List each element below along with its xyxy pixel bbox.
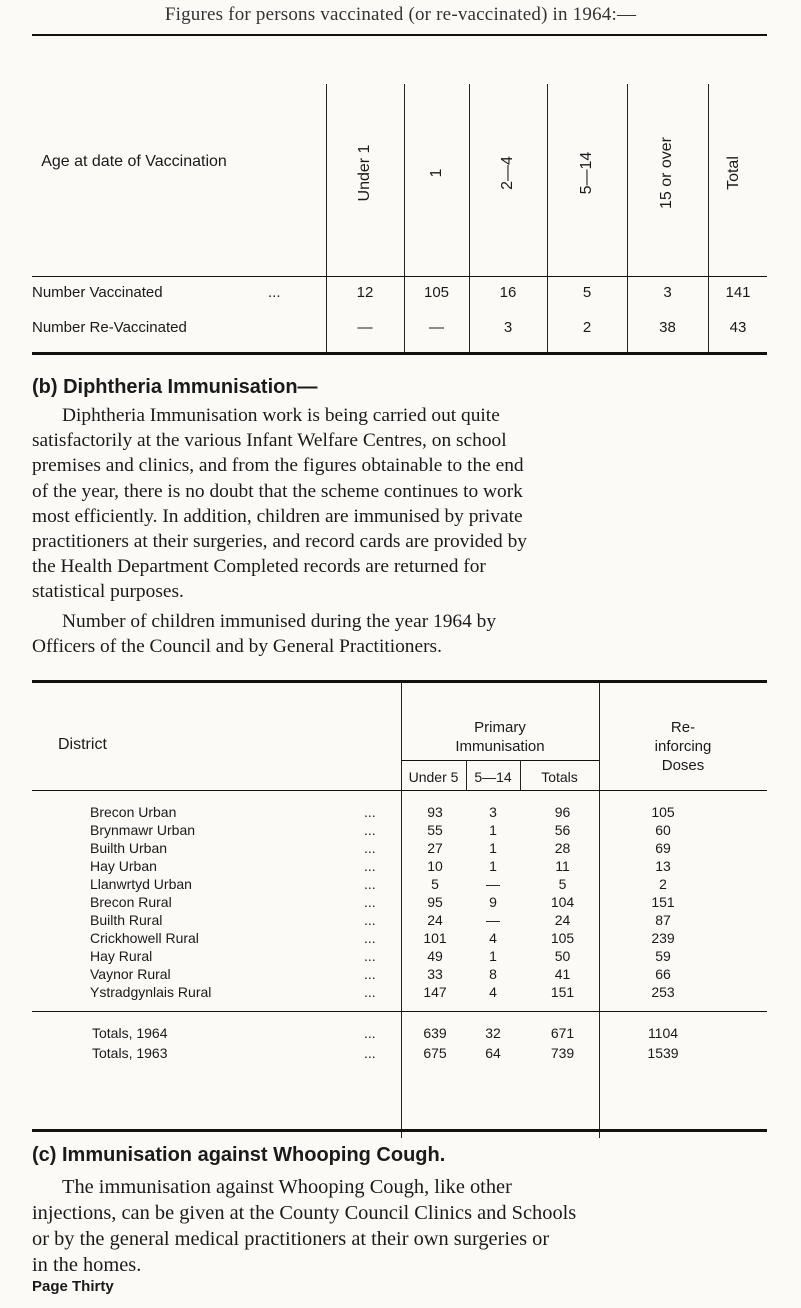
table-row — [0, 930, 801, 947]
cell-5-14: — — [486, 876, 500, 892]
cell-under5: 5 — [431, 876, 439, 892]
cell-totals: 5 — [558, 876, 567, 892]
cell-under5: 147 — [423, 984, 447, 1000]
district-name: Llanwrtyd Urban — [90, 876, 192, 892]
cell-totals: 56 — [554, 822, 571, 838]
cell-reinforcing: 69 — [655, 840, 671, 856]
row-dots: ... — [364, 966, 376, 982]
text-line: satisfactorily at the various Infant Welfare Centres, on school — [32, 430, 507, 452]
cell: 5 — [582, 284, 592, 301]
text-line: The immunisation against Whooping Cough, like other — [62, 1176, 512, 1198]
reinforcing-header — [599, 718, 767, 775]
table-row — [0, 858, 801, 875]
cell-5-14: 3 — [489, 804, 497, 820]
row-dots: ... — [364, 984, 376, 1000]
district-name: Vaynor Rural — [90, 966, 171, 982]
cell-reinforcing: 59 — [655, 948, 671, 964]
row-dots: ... — [364, 1045, 376, 1061]
primary-sub-rule — [401, 760, 599, 761]
cell-totals: 151 — [550, 984, 575, 1000]
cell-totals: 50 — [554, 948, 571, 964]
cell-under5: 27 — [427, 840, 443, 856]
section-b-intro — [32, 609, 772, 659]
cell-reinforcing: 105 — [651, 804, 675, 820]
district-name: Hay Urban — [90, 858, 157, 874]
row-label: Number Vaccinated — [32, 284, 163, 301]
district-name: Crickhowell Rural — [90, 930, 199, 946]
col-divider — [708, 84, 709, 354]
col-header: 2—4 — [499, 156, 516, 190]
reinforcing-header-line: Doses — [661, 757, 705, 774]
section-c-heading: (c) Immunisation against Whooping Cough. — [32, 1144, 446, 1166]
section-b-heading: (b) Diphtheria Immunisation— — [32, 376, 318, 398]
age-header-text: Age at date of Vaccination — [41, 153, 227, 170]
district-name: Hay Rural — [90, 948, 153, 964]
cell-totals: 41 — [554, 966, 571, 982]
cell-totals: 105 — [550, 930, 575, 946]
text-line: Number of children immunised during the year 1964 by — [62, 611, 497, 632]
text-line: statistical purposes. — [32, 581, 184, 603]
cell-reinforcing: 253 — [651, 984, 675, 1000]
immunisation-table — [0, 680, 801, 1140]
page-footer: Page Thirty — [32, 1278, 114, 1295]
cell-under5: 24 — [427, 912, 443, 928]
table-row — [0, 822, 801, 839]
table-row — [0, 984, 801, 1001]
cell-reinforcing: 1539 — [647, 1045, 679, 1061]
cell-5-14: 4 — [489, 984, 497, 1000]
text-line: in the homes. — [32, 1254, 142, 1276]
row-dots: ... — [364, 858, 376, 874]
cell-under5: 95 — [427, 894, 443, 910]
cell-5-14: 9 — [489, 894, 497, 910]
row-dots: ... — [364, 930, 376, 946]
cell-reinforcing: 66 — [655, 966, 671, 982]
table-rule — [32, 276, 767, 277]
row-dots: ... — [364, 1025, 376, 1041]
cell-5-14: — — [486, 912, 500, 928]
totals-row — [0, 1045, 801, 1062]
cell-reinforcing: 1104 — [647, 1025, 679, 1041]
cell: 43 — [729, 319, 747, 336]
cell: 105 — [423, 284, 450, 301]
cell-reinforcing: 13 — [655, 858, 671, 874]
cell-5-14: 4 — [489, 930, 497, 946]
cell: 3 — [663, 284, 672, 301]
sub-header-totals: Totals — [541, 769, 578, 785]
row-dots: ... — [364, 912, 376, 928]
cell-reinforcing: 2 — [659, 876, 667, 892]
district-name: Brynmawr Urban — [90, 822, 196, 838]
col-divider — [469, 84, 470, 354]
cell-5-14: 1 — [489, 858, 497, 874]
district-header: District — [58, 736, 107, 753]
cell-under5: 93 — [427, 804, 443, 820]
row-dots: ... — [364, 822, 376, 838]
reinforcing-header-line: Re- — [670, 719, 696, 736]
col-header: Under 1 — [356, 144, 373, 202]
vaccination-table — [0, 36, 801, 356]
district-name: Builth Rural — [90, 912, 163, 928]
cell-reinforcing: 239 — [651, 930, 675, 946]
text-line: injections, can be given at the County Council Clinics and Schools — [32, 1202, 577, 1224]
cell: 141 — [725, 284, 751, 301]
cell-totals: 24 — [554, 912, 571, 928]
row-dots: ... — [364, 840, 376, 856]
primary-header-line: Primary — [474, 719, 526, 736]
text-line: most efficiently. In addition, children are immunised by private — [32, 505, 523, 527]
cell-totals: 28 — [554, 840, 571, 856]
text-line: or by the general medical practitioners at their own surgeries or — [32, 1228, 550, 1250]
col-header: 15 or over — [658, 136, 675, 210]
totals-label: Totals, 1964 — [92, 1025, 168, 1041]
cell-under5: 55 — [427, 822, 443, 838]
col-header: Total — [725, 156, 742, 190]
table-row — [0, 876, 801, 893]
cell-5-14: 1 — [489, 948, 497, 964]
cell-totals: 671 — [550, 1025, 575, 1041]
col-divider — [404, 84, 405, 354]
table-row — [0, 948, 801, 965]
col-divider — [547, 84, 548, 354]
text-line: Diphtheria Immunisation work is being carried out quite — [62, 405, 500, 426]
cell-under5: 639 — [423, 1025, 447, 1041]
table-row — [0, 912, 801, 929]
section-c-paragraph — [32, 1174, 772, 1278]
table-row — [0, 894, 801, 911]
text-line: premises and clinics, and from the figures obtainable to the end — [32, 455, 524, 477]
header-bottom-rule — [32, 790, 767, 791]
cell: — — [357, 319, 373, 336]
cell: — — [429, 319, 444, 336]
col-divider — [326, 84, 327, 354]
row-label: Number Re-Vaccinated — [32, 319, 187, 336]
age-header — [34, 152, 234, 172]
district-name: Ystradgynlais Rural — [90, 984, 212, 1000]
cell-under5: 10 — [427, 858, 443, 874]
cell: 12 — [356, 284, 374, 301]
reinforcing-header-line: inforcing — [654, 738, 712, 755]
text-line: the Health Department Completed records are returned for — [32, 556, 486, 578]
cell-totals: 11 — [555, 858, 570, 874]
cell-5-14: 8 — [489, 966, 497, 982]
primary-header-line: Immunisation — [455, 738, 545, 755]
cell-totals: 96 — [554, 804, 571, 820]
table-top-rule — [32, 680, 767, 683]
table-row — [0, 966, 801, 983]
table-row — [0, 840, 801, 857]
col-header: 5—14 — [578, 151, 595, 195]
cell: 2 — [582, 319, 592, 336]
cell-5-14: 64 — [485, 1045, 501, 1061]
cell-totals: 104 — [550, 894, 575, 910]
cell: 16 — [499, 284, 517, 301]
cell-reinforcing: 60 — [655, 822, 671, 838]
totals-row — [0, 1025, 801, 1042]
cell: 38 — [659, 319, 676, 336]
cell-5-14: 1 — [489, 840, 497, 856]
cell-under5: 675 — [423, 1045, 447, 1061]
table-bottom-rule — [32, 352, 767, 355]
row-dots: ... — [268, 284, 281, 301]
totals-rule — [32, 1011, 767, 1012]
row-dots: ... — [364, 948, 376, 964]
sub-header-5-14: 5—14 — [474, 769, 512, 785]
table-row — [0, 804, 801, 821]
row-dots: ... — [364, 804, 376, 820]
section-b-paragraph — [32, 403, 772, 605]
district-name: Brecon Urban — [90, 804, 177, 820]
text-line: practitioners at their surgeries, and record cards are provided by — [32, 531, 527, 553]
primary-header — [401, 718, 599, 756]
cell-under5: 33 — [427, 966, 443, 982]
page-header: Figures for persons vaccinated (or re-vaccinated) in 1964:— — [164, 4, 637, 25]
table-bottom-rule — [32, 1129, 767, 1132]
cell: 3 — [503, 319, 513, 336]
col-header: 1 — [428, 168, 445, 178]
district-name: Brecon Rural — [90, 894, 172, 910]
district-name: Builth Urban — [90, 840, 168, 856]
cell-totals: 739 — [550, 1045, 575, 1061]
text-line: of the year, there is no doubt that the scheme continues to work — [32, 480, 523, 502]
cell-reinforcing: 151 — [651, 894, 675, 910]
cell-under5: 49 — [427, 948, 443, 964]
col-divider — [627, 84, 628, 354]
sub-header-under5: Under 5 — [408, 769, 459, 785]
text-line: Officers of the Council and by General Practitioners. — [32, 636, 442, 658]
row-dots: ... — [364, 876, 376, 892]
cell-5-14: 32 — [485, 1025, 501, 1041]
cell-reinforcing: 87 — [655, 912, 671, 928]
totals-label: Totals, 1963 — [92, 1045, 168, 1061]
row-dots: ... — [364, 894, 376, 910]
cell-under5: 101 — [423, 930, 447, 946]
cell-5-14: 1 — [489, 822, 497, 838]
